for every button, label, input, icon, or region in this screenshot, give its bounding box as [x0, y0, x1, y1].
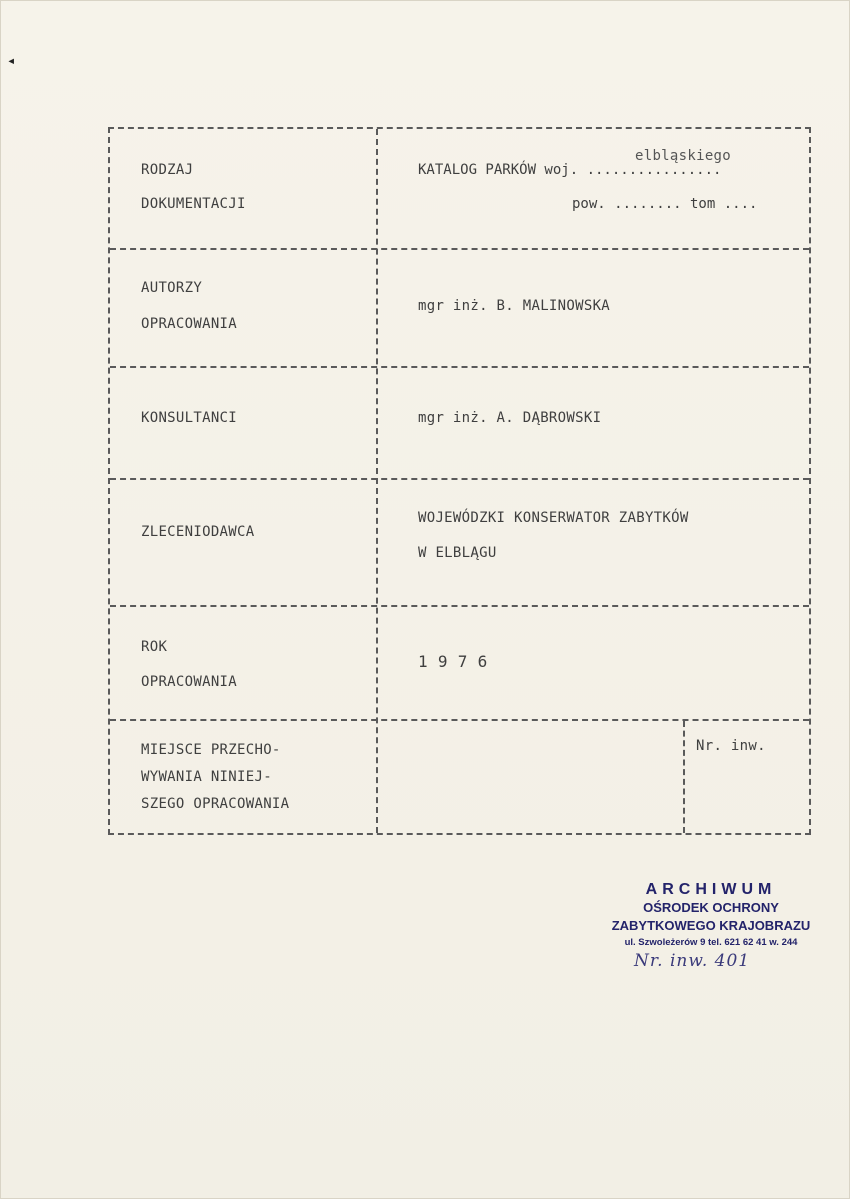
row-value-line: 1 9 7 6	[418, 652, 488, 671]
row-value-line: mgr inż. A. DĄBROWSKI	[418, 410, 602, 426]
inventory-number-label: Nr. inw.	[696, 738, 766, 754]
row-label-line: SZEGO OPRACOWANIA	[141, 796, 290, 812]
row-authors	[110, 250, 809, 368]
row-value-line: mgr inż. B. MALINOWSKA	[418, 298, 611, 314]
row-label-line: ZLECENIODAWCA	[141, 524, 255, 540]
row-value-line: WOJEWÓDZKI KONSERWATOR ZABYTKÓW	[418, 510, 689, 526]
row-value-line: W ELBLĄGU	[418, 545, 497, 561]
margin-mark: ◂	[7, 53, 16, 69]
row-label-line: KONSULTANCI	[141, 410, 238, 426]
row-value-line: KATALOG PARKÓW woj. ................	[418, 162, 722, 178]
stamp-line: OŚRODEK OCHRONY	[643, 900, 779, 915]
handwritten-voivodeship: elbląskiego	[635, 148, 732, 164]
documentation-table	[108, 127, 811, 835]
row-commissioner	[110, 480, 809, 607]
stamp-title: ARCHIWUM	[645, 881, 777, 898]
handwritten-inventory-number: Nr. inw. 401	[634, 951, 751, 971]
row-consultants	[110, 368, 809, 480]
row-label-line: AUTORZY	[141, 280, 203, 296]
stamp-line: ZABYTKOWEGO KRAJOBRAZU	[611, 918, 811, 933]
stamp-address: ul. Szwoleżerów 9 tel. 621 62 41 w. 244	[624, 937, 798, 948]
row-value-line: pow. ........ tom ....	[572, 196, 758, 212]
row-storage-location	[110, 721, 809, 833]
row-label-line: ROK	[141, 639, 168, 655]
row-document-type	[110, 129, 809, 250]
row-label-line: WYWANIA NINIEJ-	[141, 769, 272, 785]
row-label-line: RODZAJ	[141, 162, 194, 178]
row-label-line: OPRACOWANIA	[141, 674, 238, 690]
row-label-line: MIEJSCE PRZECHO-	[141, 742, 281, 758]
row-year	[110, 607, 809, 721]
row-label-line: DOKUMENTACJI	[141, 196, 246, 212]
row-label-line: OPRACOWANIA	[141, 316, 238, 332]
archive-stamp	[606, 881, 816, 971]
